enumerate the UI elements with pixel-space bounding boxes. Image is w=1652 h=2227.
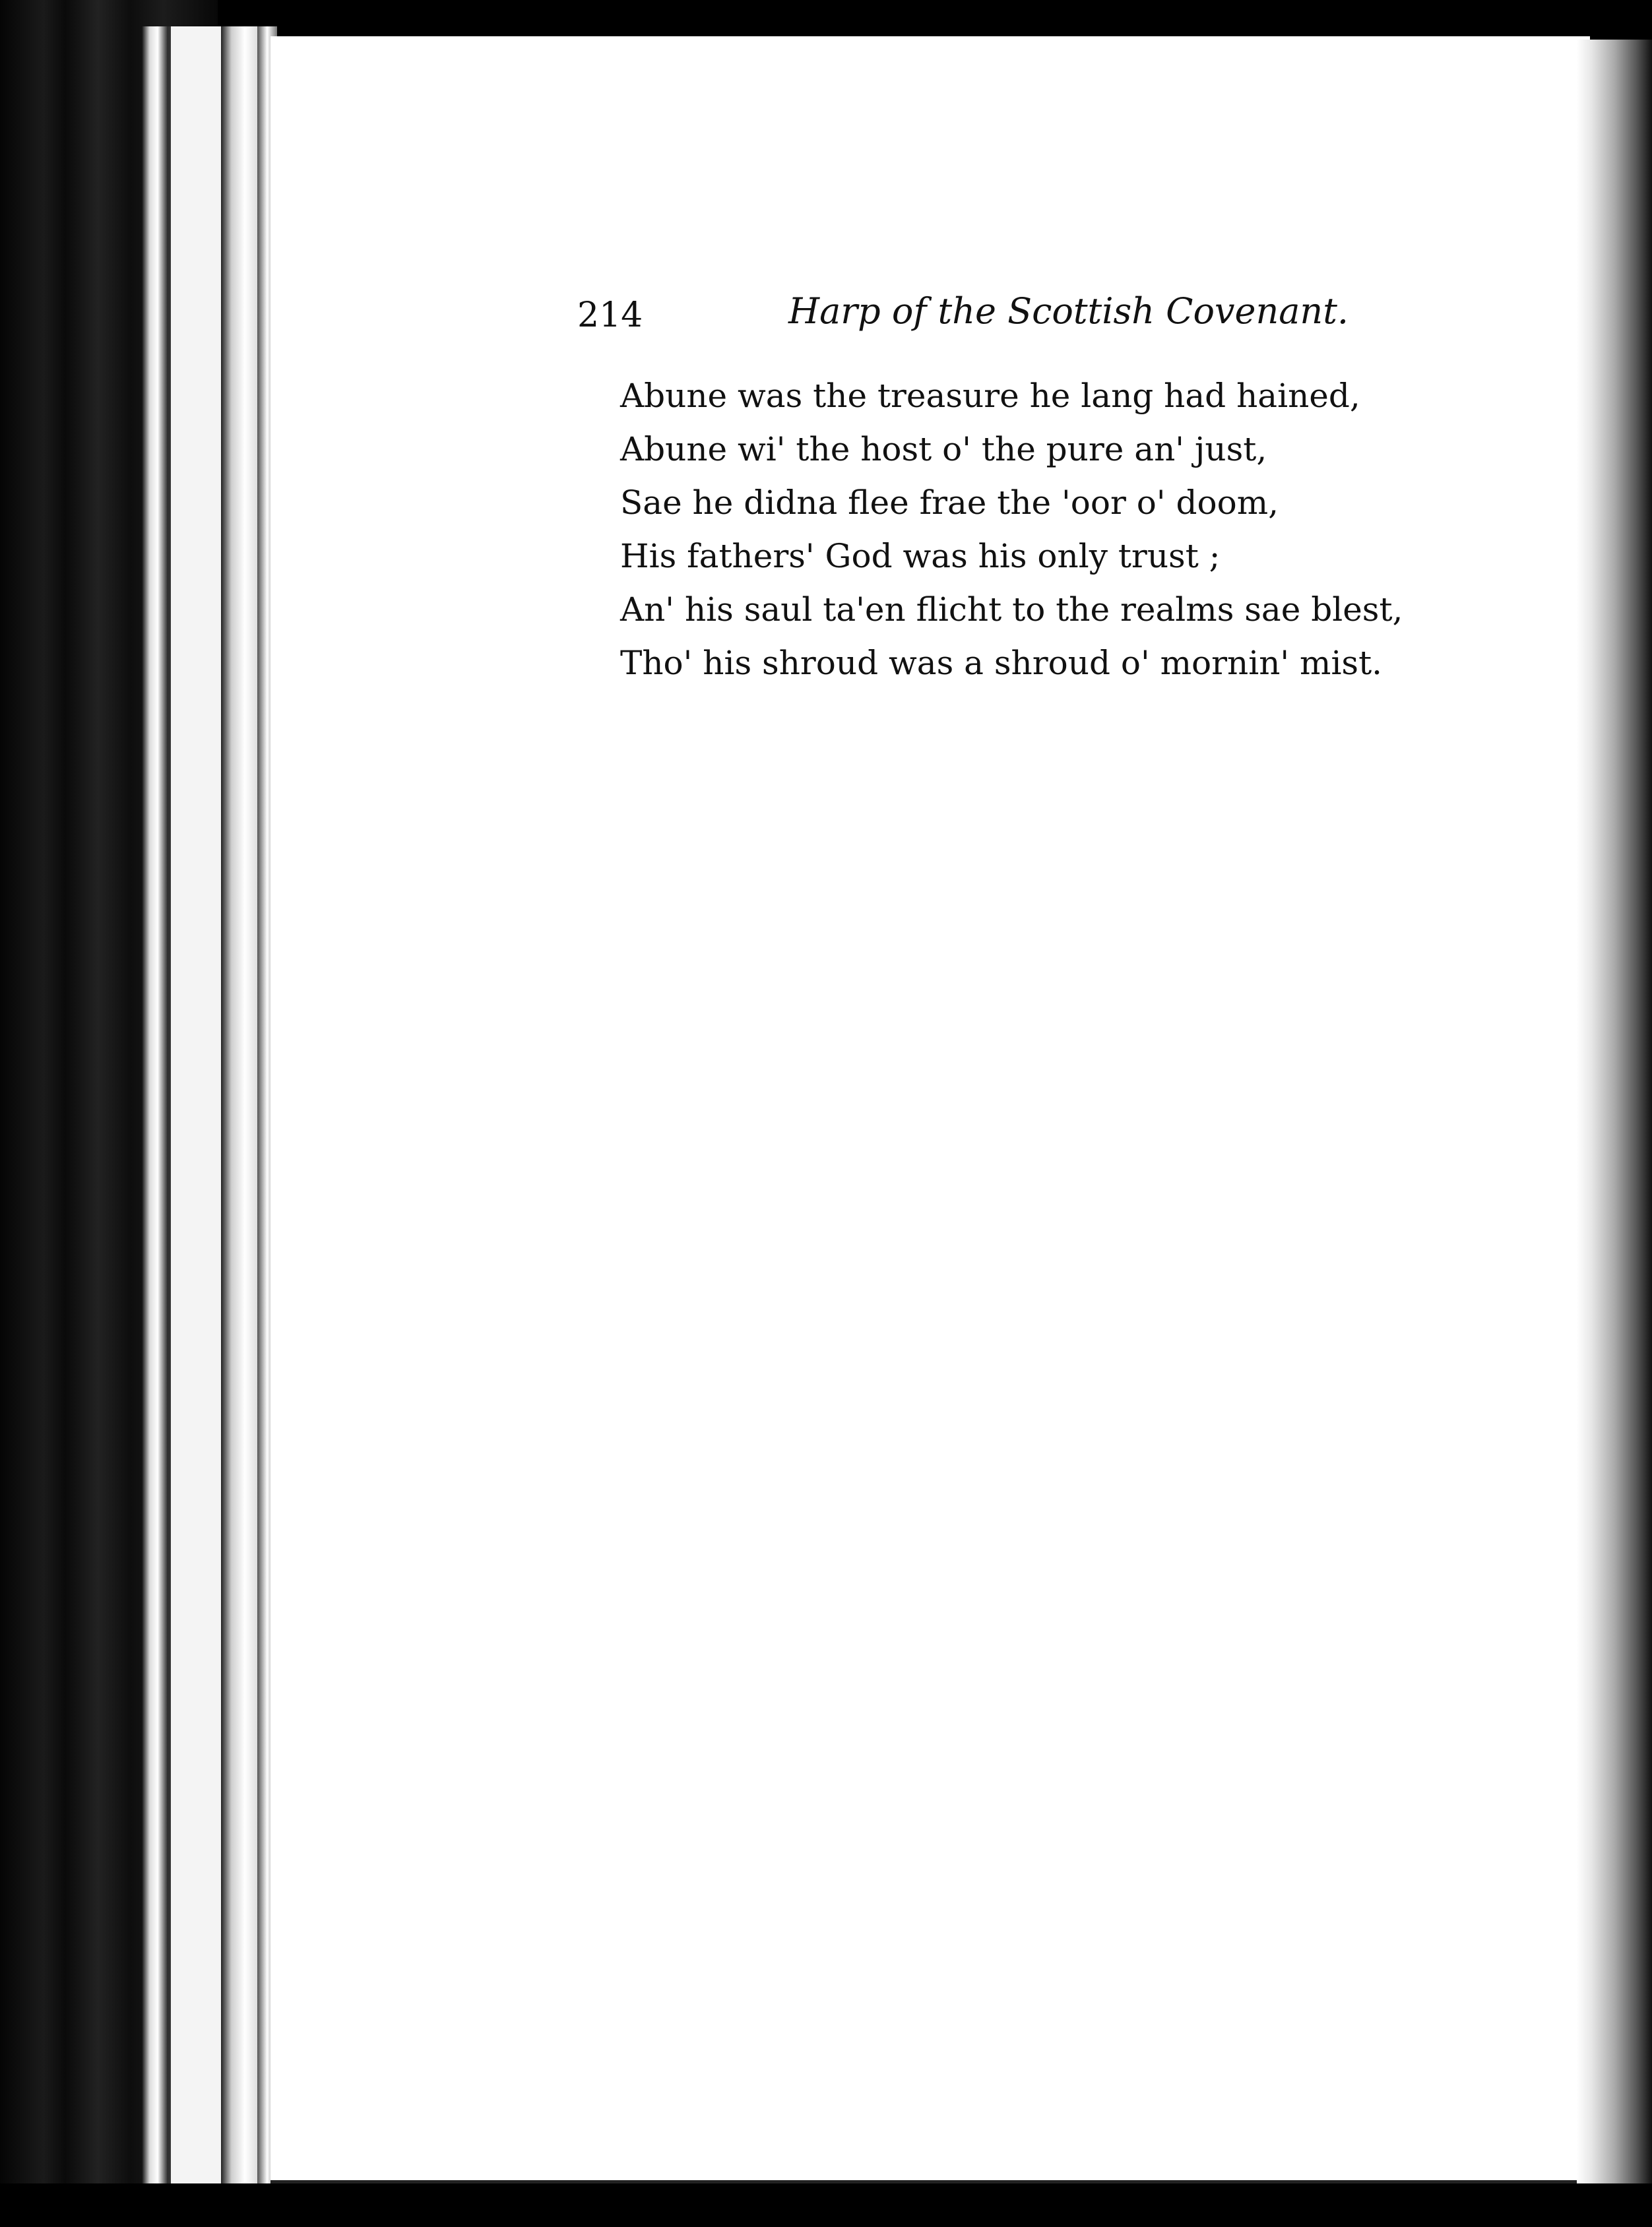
poem-stanza: [620, 369, 1478, 690]
book-page: [270, 36, 1590, 2184]
poem-line: His fathers' God was his only trust ;: [620, 537, 1221, 575]
poem-line: Sae he didna flee frae the 'oor o' doom,: [620, 484, 1279, 522]
page-number: 214: [577, 296, 643, 335]
page-edge: [142, 26, 168, 2197]
running-head: [577, 290, 1349, 343]
poem-line: An' his saul ta'en flicht to the realms sae blest,: [620, 590, 1403, 629]
poem-line: Abune wi' the host o' the pure an' just,: [620, 430, 1267, 468]
page-edge: [168, 26, 224, 2197]
page-gutter-shadow: [1577, 40, 1652, 2183]
scan-border-top: [0, 0, 1652, 30]
poem-line: Tho' his shroud was a shroud o' mornin' mist.: [620, 644, 1383, 682]
running-title: Harp of the Scottish Covenant.: [788, 290, 1349, 332]
scan-border-bottom: [0, 2183, 1652, 2227]
poem-line: Abune was the treasure he lang had hained,: [620, 377, 1360, 415]
